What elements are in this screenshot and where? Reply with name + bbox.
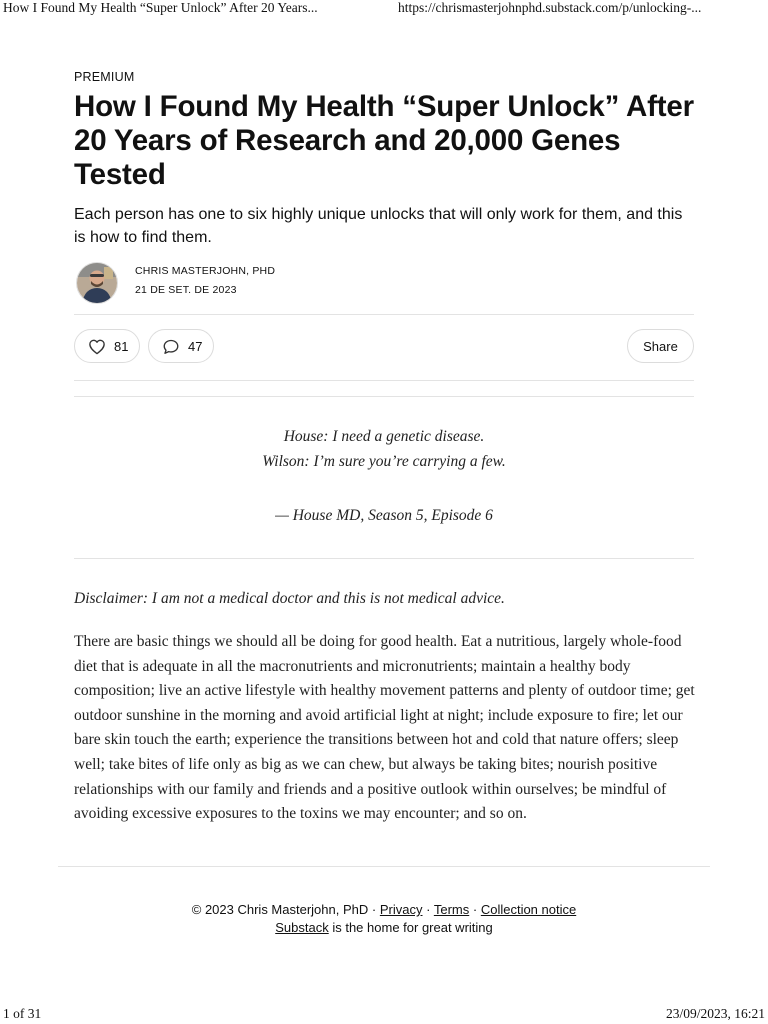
- author-name[interactable]: CHRIS MASTERJOHN, PHD: [135, 265, 276, 277]
- divider: [74, 380, 694, 381]
- epigraph-attribution: — House MD, Season 5, Episode 6: [275, 507, 493, 524]
- divider: [74, 314, 694, 315]
- like-button[interactable]: [74, 329, 140, 363]
- footer-separator: ·: [426, 902, 431, 917]
- comment-count: 47: [188, 338, 203, 354]
- footer-divider: [58, 866, 710, 867]
- footer-links: [0, 902, 768, 917]
- print-header-title: How I Found My Health “Super Unlock” After 20 Years...: [3, 0, 318, 15]
- print-datetime: 23/09/2023, 16:21: [665, 1006, 765, 1021]
- disclaimer: Disclaimer: I am not a medical doctor and this is not medical advice.: [74, 590, 505, 607]
- print-header: [0, 0, 768, 18]
- terms-link[interactable]: Terms: [433, 902, 470, 917]
- comment-bubble-icon: [162, 338, 180, 355]
- author-avatar[interactable]: [76, 262, 118, 304]
- print-page-number: 1 of 31: [3, 1006, 42, 1021]
- heart-icon: [88, 338, 106, 355]
- divider: [74, 558, 694, 559]
- footer-copyright: © 2023 Chris Masterjohn, PhD: [191, 902, 369, 917]
- share-button[interactable]: Share: [627, 329, 694, 363]
- like-count: 81: [114, 338, 129, 354]
- epigraph-line: House: I need a genetic disease.: [283, 428, 485, 445]
- footer-separator: ·: [371, 902, 377, 917]
- comment-button[interactable]: [148, 329, 214, 363]
- footer-tagline-text: is the home for great writing: [332, 920, 493, 935]
- post-subtitle: Each person has one to six highly unique unlocks that will only work for them, and this is how to find them.: [74, 206, 683, 246]
- substack-link[interactable]: Substack: [275, 920, 329, 935]
- epigraph-line: Wilson: I’m sure you’re carrying a few.: [262, 453, 506, 470]
- post-title: How I Found My Health “Super Unlock” After 20 Years of Research and 20,000 Genes Tested: [74, 90, 694, 191]
- footer-tagline: [0, 920, 768, 935]
- print-header-url: https://chrismasterjohnphd.substack.com/p/unlocking-...: [398, 0, 702, 15]
- privacy-link[interactable]: Privacy: [379, 902, 423, 917]
- collection-notice-link[interactable]: Collection notice: [480, 902, 577, 917]
- divider: [74, 396, 694, 397]
- footer-separator: ·: [472, 902, 478, 917]
- post-date: 21 DE SET. DE 2023: [135, 284, 237, 296]
- body-paragraph: There are basic things we should all be doing for good health. Eat a nutritious, largely whole-food diet that is adequate in all the macronutrients and micronutrients; maintain a healthy body composition; live an active lifestyle with healthy movement patterns and plenty of outdoor time; get outdoor sunshine in the morning and avoid artificial light at night; include exposure to fire; let our bare skin touch the earth; experience the transitions between hot and cold that nature offers; sleep well; take bites of life only as big as we can chew, but always be taking bites; nourish positive relationships with our family and friends and a positive outlook within ourselves; be mindful of avoiding excessive exposures to the toxins we may encounter; and so on.: [74, 633, 695, 823]
- premium-label: PREMIUM: [74, 70, 135, 84]
